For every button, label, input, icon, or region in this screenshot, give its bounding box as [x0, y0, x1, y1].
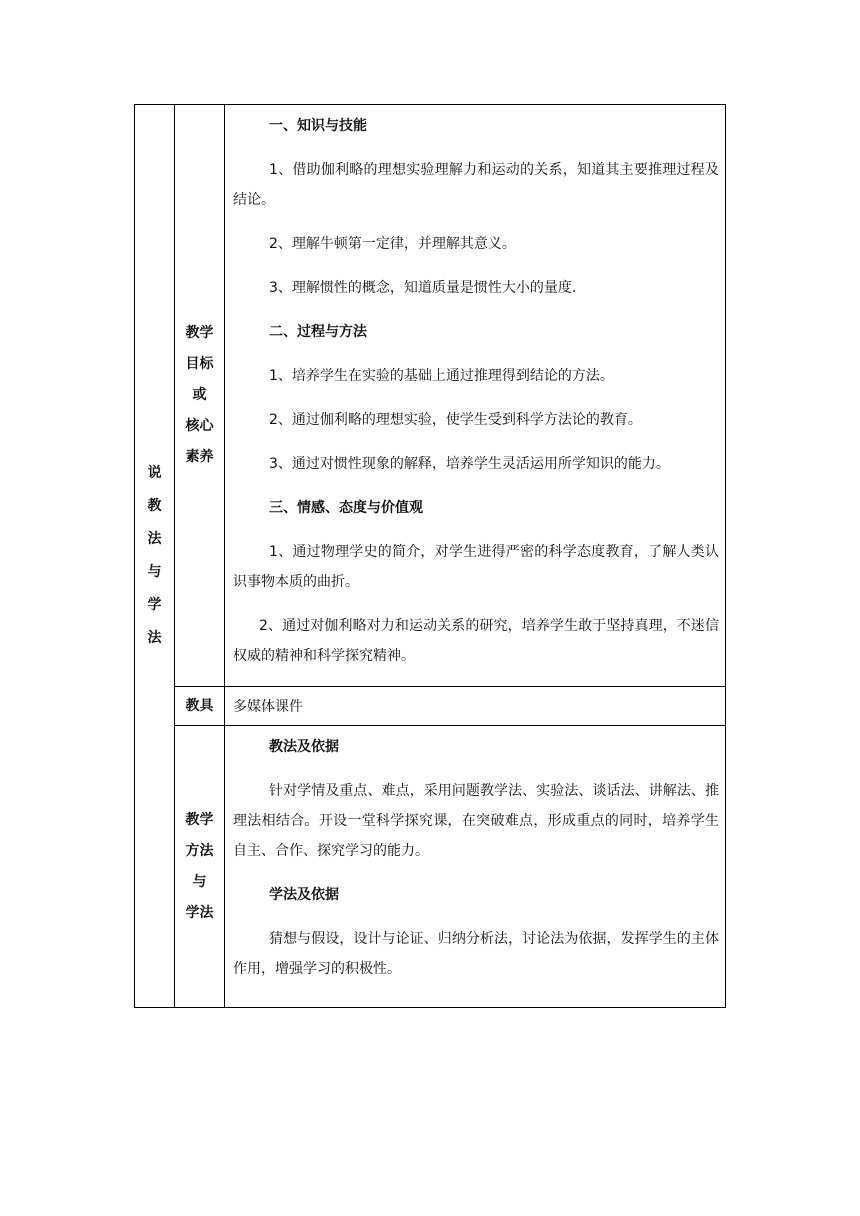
- objective-item: 1、借助伽利略的理想实验理解力和运动的关系，知道其主要推理过程及结论。: [233, 162, 719, 208]
- section-title: [135, 105, 175, 1008]
- learning-method-heading: 学法及依据: [269, 887, 339, 903]
- section-title-char: 法: [147, 630, 162, 646]
- lesson-plan-table: [134, 104, 726, 1008]
- objective-item: 2、通过对伽利略对力和运动关系的研究，培养学生敢于坚持真理，不迷信权威的精神和科学探究精神。: [233, 618, 719, 664]
- methods-label-line: 教学: [185, 811, 214, 828]
- section-title-char: 法: [147, 531, 162, 547]
- tools-row: [135, 687, 726, 726]
- objective-item: 1、通过物理学史的简介，对学生进得严密的科学态度教育，了解人类认识事物本质的曲折。: [233, 544, 719, 590]
- methods-label-line: 与: [192, 873, 207, 890]
- methods-label-line: 学法: [185, 904, 214, 921]
- section-title-char: 说: [147, 465, 162, 481]
- objectives-label-line: 目标: [185, 356, 214, 372]
- objectives-label-line: 核心: [185, 418, 214, 434]
- methods-label-line: 方法: [185, 842, 214, 859]
- methods-label: [175, 726, 225, 1008]
- objectives-content: [225, 105, 726, 687]
- section-title-char: 与: [147, 564, 162, 580]
- objective-item: 1、培养学生在实验的基础上通过推理得到结论的方法。: [269, 368, 614, 384]
- objective-item: 2、理解牛顿第一定律，并理解其意义。: [269, 236, 516, 252]
- teaching-method-heading: 教法及依据: [269, 739, 339, 755]
- objectives-label-line: 素养: [185, 449, 214, 465]
- objectives-label: [175, 105, 225, 687]
- knowledge-skills-heading: 一、知识与技能: [269, 118, 367, 134]
- tools-value: 多媒体课件: [225, 687, 726, 726]
- section-title-char: 教: [147, 498, 162, 514]
- objectives-label-line: 或: [192, 387, 207, 403]
- teaching-method-text: 针对学情及重点、难点，采用问题教学法、实验法、谈话法、讲解法、推理法相结合。开设一堂科学探究课，在突破难点，形成重点的同时，培养学生自主、合作、探究学习的能力。: [233, 783, 719, 859]
- section-title-char: 学: [147, 597, 162, 613]
- methods-row: [135, 726, 726, 1008]
- objectives-label-line: 教学: [185, 325, 214, 341]
- objective-item: 2、通过伽利略的理想实验，使学生受到科学方法论的教育。: [269, 412, 642, 428]
- objective-item: 3、通过对惯性现象的解释，培养学生灵活运用所学知识的能力。: [269, 456, 670, 472]
- process-method-heading: 二、过程与方法: [269, 324, 367, 340]
- tools-label: 教具: [175, 687, 225, 726]
- objective-item: 3、理解惯性的概念，知道质量是惯性大小的量度.: [269, 280, 577, 296]
- methods-content: [225, 726, 726, 1008]
- objectives-row: [135, 105, 726, 687]
- attitude-values-heading: 三、情感、态度与价值观: [269, 500, 423, 516]
- learning-method-text: 猜想与假设，设计与论证、归纳分析法，讨论法为依据，发挥学生的主体作用，增强学习的积极性。: [233, 931, 719, 977]
